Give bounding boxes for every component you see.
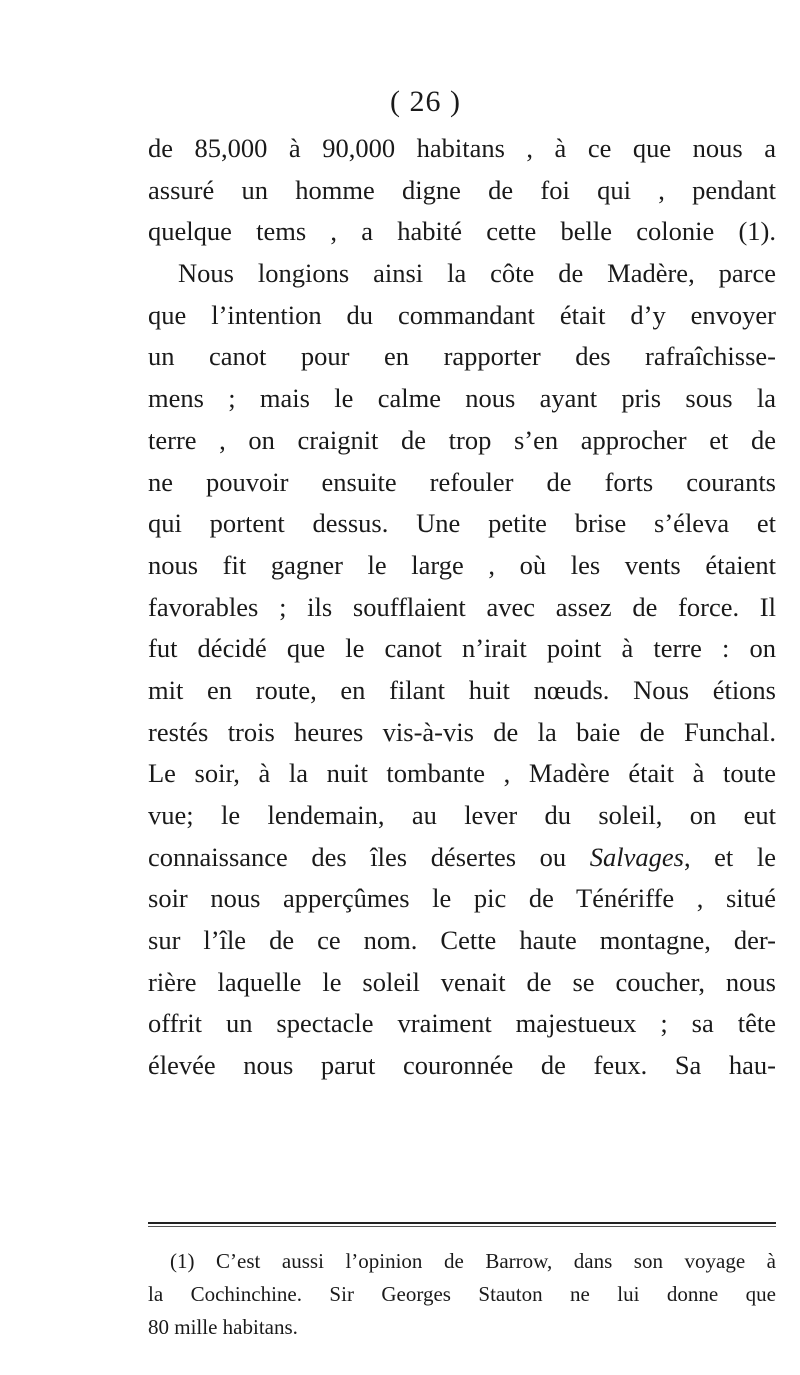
- text-line: élevée nous parut couronnée de feux. Sa hau-: [148, 1050, 776, 1081]
- text-line: un canot pour en rapporter des rafraîchisse-: [148, 341, 776, 372]
- text-line: fut décidé que le canot n’irait point à terre : on: [148, 633, 776, 664]
- text-line: nous fit gagner le large , où les vents étaient: [148, 549, 776, 580]
- text-line: qui portent dessus. Une petite brise s’éleva et: [148, 508, 776, 539]
- text-line: sur l’île de ce nom. Cette haute montagne, der-: [148, 925, 776, 956]
- page-number: ( 26 ): [390, 85, 461, 118]
- text-line: favorables ; ils soufflaient avec assez de force. Il: [148, 591, 776, 622]
- text-line: que l’intention du commandant était d’y envoyer: [148, 299, 776, 330]
- text-line: rière laquelle le soleil venait de se coucher, nous: [148, 966, 776, 997]
- text-line: terre , on craignit de trop s’en approcher et de: [148, 424, 776, 455]
- text-line: ne pouvoir ensuite refouler de forts courants: [148, 466, 776, 497]
- text-line: restés trois heures vis-à-vis de la baie de Funchal.: [148, 716, 776, 747]
- text-segment: connaissance des îles désertes ou: [148, 841, 567, 872]
- text-line: Le soir, à la nuit tombante , Madère était à toute: [148, 758, 776, 789]
- text-line: soir nous apperçûmes le pic de Ténériffe , situé: [148, 883, 776, 914]
- text-line: vue; le lendemain, au lever du soleil, on eut: [148, 800, 776, 830]
- text-line: assuré un homme digne de foi qui , pendant: [148, 174, 776, 205]
- text-line: mens ; mais le calme nous ayant pris sous la: [148, 383, 776, 414]
- text-line: quelque tems , a habité cette belle colonie (1).: [148, 216, 776, 247]
- text-line: offrit un spectacle vraiment majestueux ; sa tête: [148, 1008, 776, 1039]
- text-segment: , et le: [683, 841, 776, 872]
- text-line: mit en route, en filant huit nœuds. Nous étions: [148, 674, 776, 705]
- footnote-line: 80 mille habitans.: [148, 1315, 298, 1339]
- footnote-divider: [148, 1222, 776, 1224]
- footnote-divider-thin: [148, 1226, 776, 1227]
- text-line: de 85,000 à 90,000 habitans , à ce que nous a: [148, 133, 776, 163]
- body-text: [148, 128, 776, 1087]
- text-line-mixed: [148, 837, 776, 879]
- italic-term: Salvages: [589, 841, 684, 872]
- footnote-line: (1) C’est aussi l’opinion de Barrow, dans son voyage à: [170, 1249, 776, 1273]
- text-line: Nous longions ainsi la côte de Madère, parce: [178, 258, 776, 289]
- footnote: [148, 1245, 776, 1344]
- footnote-line: la Cochinchine. Sir Georges Stauton ne lui donne que: [148, 1282, 776, 1306]
